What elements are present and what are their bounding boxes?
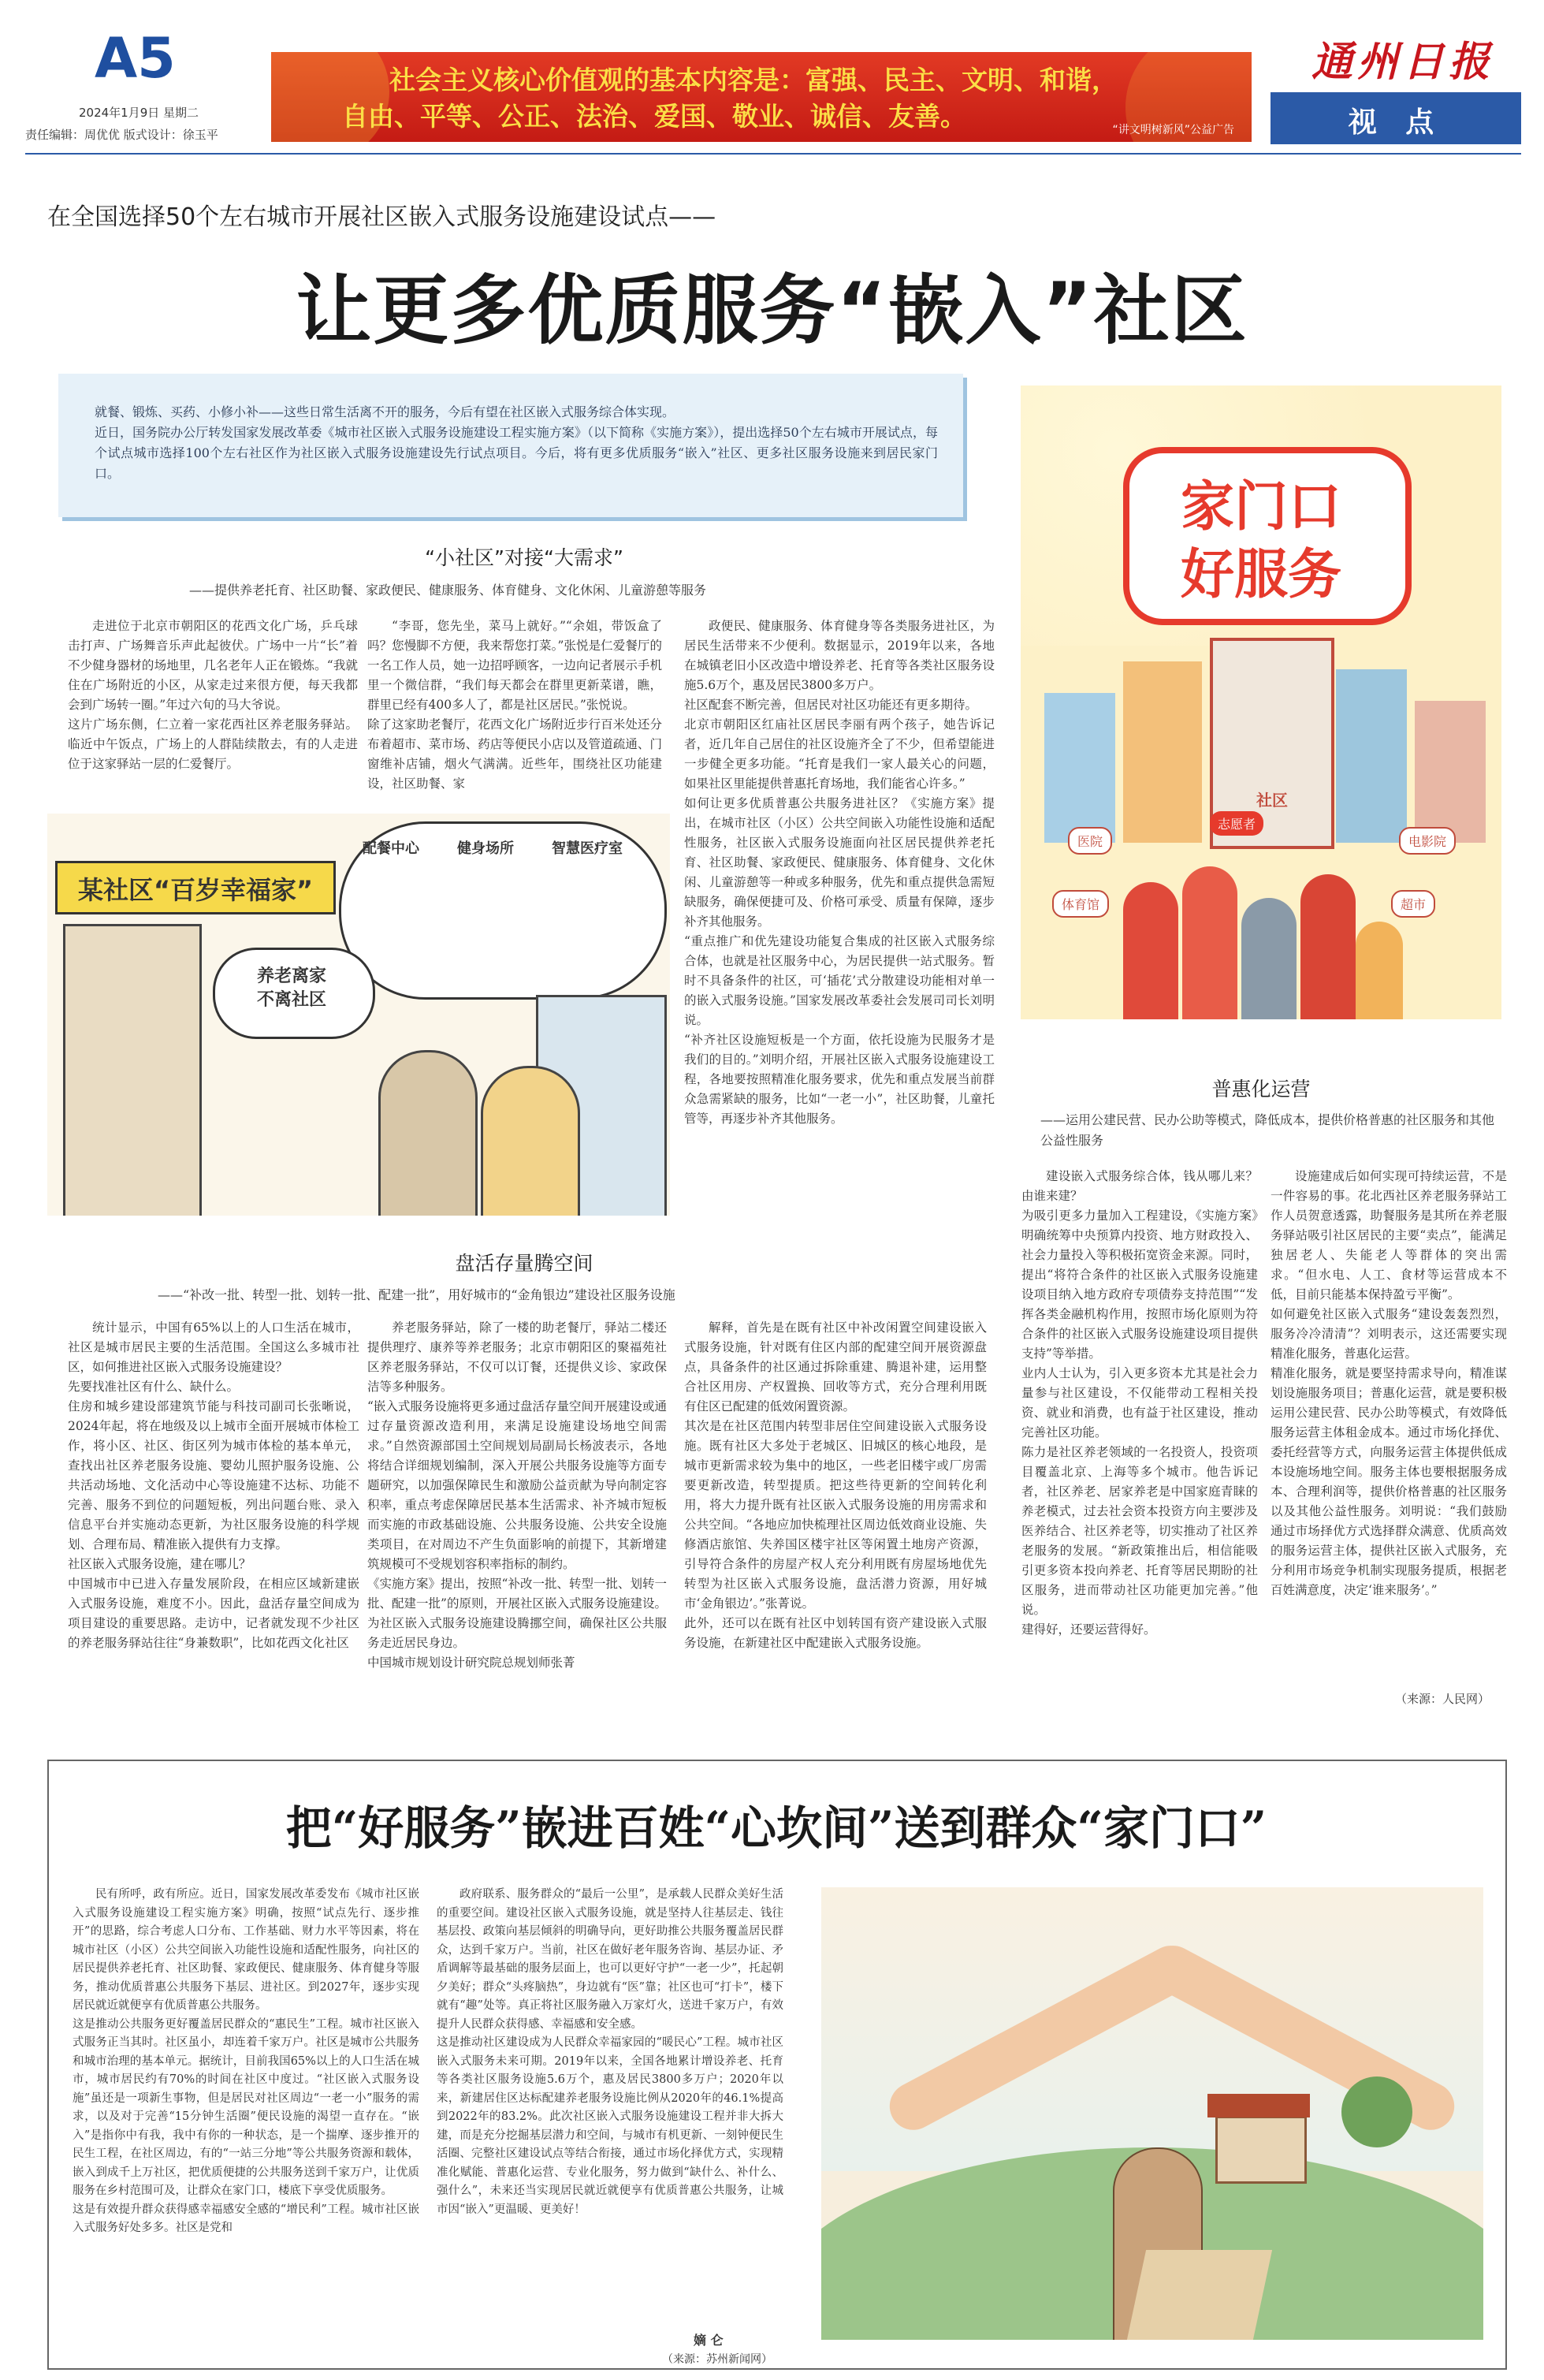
- a1-col2-text: “李哥，您先坐，菜马上就好。”“余姐，带饭盒了吗？您慢脚不方便，我来帮您打菜。”张悦是仁爱餐厅的一名工作人员，她一边招呼顾客，一边向记者展示手机里一个微信群，“我们每天都会在群里更新菜谱，瞧，群里已经有400多人了，都是社区居民。”张悦说。 除了这家助老餐厅，花西文化广场附近步行百米处还分布着超市、菜市场、药店等便民小店以及管道疏通、门窗维补店铺，烟火气满满。近些年，围绕社区功能建设，社区助餐、家: [367, 619, 662, 791]
- article2-byline: 嫡 仑: [694, 2333, 724, 2348]
- sub1-title: “小社区”对接“大需求”: [425, 546, 623, 569]
- article1-headline: 让更多优质服务“嵌入”社区: [296, 266, 1248, 355]
- tag-gym: 体育馆: [1052, 890, 1109, 918]
- a1-col4-text: 统计显示，中国有65%以上的人口生活在城市，社区是城市居民主要的生活范围。全国这么多城市社区，如何推进社区嵌入式服务设施建设？ 先要找准社区有什么、缺什么。 住房和城乡建设部建筑节能与科技司副司长张晰说，2024年起，将在地级及以上城市全面开展城市体检工作，将小区、社区、街区列为城市体检的基本单元，查找出社区养老服务设施、婴幼儿照护服务设施、公共活动场地、文化活动中心等设施建不达标、功能不完善、服务不到位的问题短板，列出问题台账、录入信息平台并实施动态更新，为社区服务设施的科学规划、合理布局、精准嵌入提供有力支撑。 社区嵌入式服务设施，建在哪儿？ 中国城市中已进入存量发展阶段，在相应区域新建嵌入式服务设施，难度不小。因此，盘活存量空间成为项目建设的重要思路。走访中，记者就发现不少社区的养老服务驿站往往“身兼数职”，比如花西文化社区: [68, 1320, 359, 1650]
- hands-roof-illustration: [821, 1887, 1483, 2340]
- a1-col4: [68, 1318, 359, 1712]
- poster-illustration: [1021, 385, 1501, 1019]
- a1-col7-text: 建设嵌入式服务综合体，钱从哪儿来？由谁来建？ 为吸引更多力量加入工程建设，《实施方案》明确统筹中央预算内投资、地方财政投入、社会力量投入等积极拓宽资金来源。同时，提出“将符合条件的社区嵌入式服务设施建设项目纳入地方政府专项债券支持范围”“发挥各类金融机构作用，按照市场化原则为符合条件的社区嵌入式服务设施建设项目提供支持”等举措。 业内人士认为，引入更多资本尤其是社会力量参与社区建设，不仅能带动工程相关投资、就业和消费，也有益于社区建设，推动完善社区功能。 陈力是社区养老领域的一名投资人，投资项目覆盖北京、上海等多个城市。他告诉记者，社区养老、居家养老是中国家庭青睐的养老模式，过去社会资本投资方向主要涉及医养结合、社区养老等，切实推动了社区养老服务的发展。“新政策推出后，相信能吸引更多资本投向养老、托育等居民期盼的社区服务，进而带动社区功能更加完善。”他说。 建得好，还要运营得好。: [1021, 1169, 1258, 1637]
- editors: 责任编辑：周优优 版式设计：徐玉平: [25, 128, 218, 142]
- lead-box: [58, 374, 963, 517]
- elderly-woman: [378, 1050, 478, 1216]
- house: [1215, 2116, 1307, 2184]
- a1-col5-text: 养老服务驿站，除了一楼的助老餐厅，驿站二楼还提供理疗、康养等养老服务；北京市朝阳区的聚福苑社区养老服务驿站，不仅可以订餐，还提供义诊、家政保洁等多种服务。 “嵌入式服务设施将更多通过盘活存量空间开展建设或通过存量资源改造利用，来满足设施建设场地空间需求。”自然资源部国土空间规划局副局长杨波表示，各地将结合详细规划编制，深入开展公共服务设施等方面专题研究，以加强保障民生和激励公益贡献为导向制定容积率，重点考虑保障居民基本生活需求、补齐城市短板而实施的市政基础设施、公共服务设施、公共安全设施类项目，在对周边不产生负面影响的前提下，其新增建筑规模可不受规划容积率指标的制约。 《实施方案》提出，按照“补改一批、转型一批、划转一批、配建一批”的原则，开展社区嵌入式服务设施建设。为社区嵌入式服务设施建设腾挪空间，确保社区公共服务走近居民身边。 中国城市规划设计研究院总规划师张菁: [367, 1320, 667, 1670]
- person: [1241, 898, 1297, 1019]
- person: [1356, 922, 1403, 1019]
- section-tab: [1271, 92, 1521, 144]
- cloud-label-meal: 配餐中心: [363, 840, 419, 857]
- banner-credit: “讲文明树新风”公益广告: [1112, 124, 1234, 136]
- person: [1300, 874, 1356, 1019]
- tag-volunteer: 志愿者: [1210, 811, 1263, 836]
- paper-name-logo: 通州日报: [1311, 38, 1494, 86]
- a1-col3-text: 政便民、健康服务、体育健身等各类服务进社区，为居民生活带来不少便利。数据显示，2019年以来，各地在城镇老旧小区改造中增设养老、托育等各类社区服务设施5.6万个，惠及居民3800多万户。 社区配套不断完善，但居民对社区功能还有更多期待。 北京市朝阳区红庙社区居民李丽有两个孩子，她告诉记者，近几年自己居住的社区设施齐全了不少，但希望能进一步健全更多功能。“托育是我们一家人最关心的问题，如果社区里能提供普惠托育场地，我们能省心许多。” 如何让更多优质普惠公共服务进社区？《实施方案》提出，在城市社区（小区）公共空间嵌入功能性设施和适配性服务，社区嵌入式服务设施面向社区居民提供养老托育、社区助餐、家政便民、健康服务、体育健身、文化休闲、儿童游憩等一种或多种服务，优先和重点提供急需短缺服务，确保便捷可及、价格可承受、质量有保障，逐步补齐其他服务。 “重点推广和优先建设功能复合集成的社区嵌入式服务综合体，也就是社区服务中心，为居民提供一站式服务。暂时不具备条件的社区，可‘插花’式分散建设功能相对单一的嵌入式服务设施。”国家发展改革委社会发展司司长刘明说。 “补齐社区设施短板是一个方面，依托设施为民服务才是我们的目的。”刘明介绍，开展社区嵌入式服务设施建设工程，各地要按照精准化服务要求，优先和重点发展当前群众急需紧缺的服务，比如“一老一小”，社区助餐，儿童托管等，再逐步补齐其他服务。: [684, 619, 995, 1126]
- a1-col1: [68, 616, 358, 814]
- cloud-label-clinic: 智慧医疗室: [552, 840, 623, 857]
- a1-col3: [684, 616, 995, 1259]
- poster-title-1: 家门口: [1180, 476, 1341, 538]
- section-label: 视 点: [1348, 106, 1444, 139]
- building: [1336, 669, 1407, 843]
- person: [1123, 882, 1178, 1019]
- article2-source: （来源：苏州新闻网）: [662, 2353, 772, 2366]
- a1-col8-text: 设施建成后如何实现可持续运营，不是一件容易的事。花北西社区养老服务驿站工作人员贺意透露，助餐服务是其所在养老服务驿站吸引社区居民的主要“卖点”，能满足独居老人、失能老人等群体的突出需求。“但水电、人工、食材等运营成本不低，目前只能基本保持盈亏平衡”。 如何避免社区嵌入式服务“建设轰轰烈烈，服务冷冷清清”？刘明表示，这还需要实现精准化服务，普惠化运营。 精准化服务，就是要坚持需求导向，精准谋划设施服务项目；普惠化运营，就是要积极运用公建民营、民办公助等模式，有效降低服务运营主体租金成本。通过市场化择优、委托经营等方式，向服务运营主体提供低成本设施场地空间。服务主体也要根据服务成本、合理利润等，提供价格普惠的社区服务以及其他公益性服务。刘明说：“我们鼓励通过市场择优方式选择群众满意、优质高效的服务运营主体，提供社区嵌入式服务，充分利用市场竞争机制实现服务提质，根据老百姓满意度，决定‘谁来服务’。”: [1271, 1169, 1507, 1597]
- header-rule: [25, 153, 1521, 155]
- building: [1123, 661, 1202, 843]
- tag-hospital: 医院: [1068, 827, 1112, 855]
- city-buildings: [1036, 638, 1486, 843]
- a1-col1-text: 走进位于北京市朝阳区的花西文化广场，乒乓球击打声、广场舞音乐声此起彼伏。广场中一片“长”着不少健身器材的场地里，几名老年人正在锻炼。“我就住在广场附近的小区，从家走过来很方便，每天我都会到广场转一圈。”年过六旬的马大爷说。 这片广场东侧，仁立着一家花西社区养老服务驿站。临近中午饭点，广场上的人群陆续散去，有的人走进位于这家驿站一层的仁爱餐厅。: [68, 619, 358, 771]
- people-group: [1123, 851, 1407, 1019]
- poster-title-2: 好服务: [1180, 544, 1341, 606]
- lead-text: 就餐、锻炼、买药、小修小补——这些日常生活离不开的服务，今后有望在社区嵌入式服务综合体实现。 近日，国务院办公厅转发国家发展改革委《城市社区嵌入式服务设施建设工程实施方案》（以下简称《实施方案》），提出选择50个左右城市开展试点，每个试点城市选择100个左右社区作为社区嵌入式服务设施建设先行试点项目。今后，将有更多优质服务“嵌入”社区、更多社区服务设施来到居民家门口。: [95, 404, 938, 481]
- elderly-man: [481, 1066, 580, 1216]
- sub1-deck: ——提供养老托育、社区助餐、家政便民、健康服务、体育健身、文化休闲、儿童游憩等服务: [189, 583, 707, 598]
- building: [1044, 693, 1115, 843]
- sign-text: 某社区“百岁幸福家”: [77, 875, 314, 905]
- a1-col5: [367, 1318, 667, 1712]
- banner-line-2: 自由、平等、公正、法治、爱国、敬业、诚信、友善。: [342, 101, 966, 132]
- building: [1415, 701, 1486, 843]
- bubble-text: 养老离家 不离社区: [256, 967, 326, 1010]
- a1-col2: [367, 616, 662, 814]
- banner-line-1: 社会主义核心价值观的基本内容是：富强、民主、文明、和谐，: [389, 65, 1118, 95]
- sub3-deck: ——运用公建民营、民办公助等模式，降低成本，提供价格普惠的社区服务和其他公益性服务: [1040, 1112, 1495, 1148]
- a2-col1-text: 民有所呼，政有所应。近日，国家发展改革委发布《城市社区嵌入式服务设施建设工程实施方案》明确，按照“试点先行、逐步推开”的思路，综合考虑人口分布、工作基础、财力水平等因素，将在城市社区（小区）公共空间嵌入功能性设施和适配性服务，向社区的居民提供养老托育、社区助餐、家政便民、健康服务、体育健身等服务，推动优质普惠公共服务下基层、进社区。到2027年，逐步实现居民就近就便享有优质普惠公共服务。 这是推动公共服务更好覆盖居民群众的“惠民生”工程。城市社区嵌入式服务正当其时。社区虽小，却连着千家万户。社区是城市公共服务和城市治理的基本单元。据统计，目前我国65%以上的人口生活在城市，城市居民约有70%的时间在社区中度过。“社区嵌入式服务设施”虽还是一项新生事物，但是居民对社区周边“一老一小”服务的需求，以及对于完善“15分钟生活圈”便民设施的渴望一直存在。“嵌入”是指你中有我，我中有你的一种状态，是一个揣摩、逐步推开的民生工程，在社区周边，有的“一站三分地”等公共服务资源和载体，嵌入到成千上万社区，把优质便捷的公共服务送到千家万户，让优质服务在乡村范围可及，让群众在家门口，楼底下享受优质服务。 这是有效提升群众获得感幸福感安全感的“增民利”工程。城市社区嵌入式服务好处多多。社区是党和: [73, 1888, 419, 2234]
- a1-col7: [1021, 1167, 1258, 1711]
- a2-col2-text: 政府联系、服务群众的“最后一公里”，是承载人民群众美好生活的重要空间。建设社区嵌入式服务设施，就是坚持人往基层走、钱往基层投、政策向基层倾斜的明确导向，更好助推公共服务覆盖居民群众，达到千家万户。当前，社区在做好老年服务咨询、基层办证、矛盾调解等最基础的服务层面上，也可以更好守护“一老一少”，托起朝夕美好；群众“头疼脑热”，身边就有“医”靠；社区也可“打卡”，楼下就有“趣”处等。真正将社区服务融入万家灯火，送进千家万户，有效提升人民群众获得感、幸福感和安全感。 这是推动社区建设成为人民群众幸福家园的“暖民心”工程。城市社区嵌入式服务未来可期。2019年以来，全国各地累计增设养老、托育等各类社区服务设施5.6万个，惠及居民3800多万户；2020年以来，新建居住区达标配建养老服务设施比例从2020年的46.1%提高到2022年的83.2%。此次社区嵌入式服务设施建设工程并非大拆大建，而是充分挖掘基层潜力和空间，与城市有机更新、一刻钟便民生活圈、完整社区建设试点等结合衔接，通过市场化择优方式，实现精准化赋能、普惠化运营、专业化服务，努力做到“缺什么、补什么、强什么”，未来还当实现居民就近就便享有优质普惠公共服务，让城市因“嵌入”更温暖、更美好！: [437, 1888, 783, 2216]
- sub2-deck: ——“补改一批、转型一批、划转一批、配建一批”，用好城市的“金角银边”建设社区服务设施: [158, 1287, 675, 1302]
- a1-col6: [684, 1318, 987, 1712]
- a1-col8: [1271, 1167, 1507, 1687]
- path: [1127, 2250, 1272, 2340]
- article1-source: （来源：人民网）: [1395, 1692, 1490, 1706]
- sub3-title: 普惠化运营: [1211, 1078, 1311, 1101]
- slogan-banner: [271, 52, 1252, 142]
- house-roof: [1207, 2094, 1310, 2117]
- article1-kicker: 在全国选择50个左右城市开展社区嵌入式服务设施建设试点——: [47, 203, 716, 231]
- cloud-label-fitness: 健身场所: [457, 840, 514, 857]
- sub2-title: 盘活存量腾空间: [455, 1252, 593, 1275]
- community-sign: 社区: [1256, 791, 1288, 810]
- a1-col6-text: 解释，首先是在既有社区中补改闲置空间建设嵌入式服务设施，针对既有住区内部的配建空间开展资源盘点，具备条件的社区通过拆除重建、腾退补建，运用整合社区用房、产权置换、回收等方式，充分合理利用既有住区已配建的低效闲置资源。 其次是在社区范围内转型非居住空间建设嵌入式服务设施。既有社区大多处于老城区、旧城区的核心地段，是城市更新需求较为集中的地区，一些老旧楼宇或厂房需要更新改造，转型提质。把这些待更新的空间转化利用，将大力提升既有社区嵌入式服务设施的用房需求和公共空间。“各地应加快梳理社区周边低效商业设施、失修酒店旅馆、失养国区楼宇社区等闲置土地房产资源，引导符合条件的房屋产权人充分利用既有房屋场地优先转型为社区嵌入式服务设施，盘活潜力资源，用好城市‘金角银边’。”张菁说。 此外，还可以在既有社区中划转国有资产建设嵌入式服务设施，在新建社区中配建嵌入式服务设施。: [684, 1320, 987, 1650]
- article2-headline: 把“好服务”嵌进百姓“心坎间”送到群众“家门口”: [285, 1801, 1267, 1855]
- apartment-building: [63, 924, 202, 1216]
- a2-col2: [437, 1886, 783, 2333]
- tag-supermarket: 超市: [1391, 890, 1435, 918]
- page-number: A5: [95, 26, 176, 91]
- issue-date: 2024年1月9日 星期二: [79, 106, 199, 120]
- tree: [1341, 2076, 1412, 2147]
- cartoon-elderly: [47, 814, 670, 1216]
- a2-col1: [73, 1886, 419, 2351]
- person: [1182, 866, 1237, 1019]
- tag-cinema: 电影院: [1399, 827, 1456, 855]
